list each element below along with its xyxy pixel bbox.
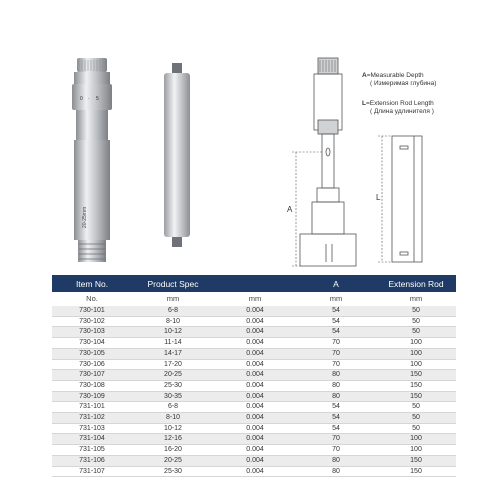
table-cell: 50 [376,423,456,434]
unit-cell: mm [166,294,180,304]
table-row [52,338,456,349]
unit-cell: No. [86,294,98,304]
svg-text:·: · [88,96,90,102]
table-cell: 0.004 [214,380,296,391]
table-cell: 150 [376,466,456,477]
header-product-spec: Product Spec [132,275,214,292]
micrometer-image [72,58,112,262]
table-row [52,466,456,477]
table-cell: 730-102 [52,316,132,327]
table-cell: 731-101 [52,402,132,413]
annotation-a-ru: ( Измеримая глубина) [370,80,437,87]
dim-a-label: A [287,205,293,214]
table-cell: 10-12 [132,423,214,434]
table-cell: 11-14 [132,338,214,349]
table-cell: 100 [376,359,456,370]
table-cell: 20-25 [132,370,214,381]
table-row [52,402,456,413]
table-cell: 731-103 [52,423,132,434]
table-row [52,306,456,316]
table-cell: 0.004 [214,338,296,349]
table-header-row [52,275,456,292]
table-cell: 0.004 [214,306,296,316]
table-cell: 54 [296,306,376,316]
dimension-drawing [300,58,422,266]
table-cell: 10-12 [132,327,214,338]
annotation-a-title: =Measurable Depth [366,72,424,79]
table-cell: 730-105 [52,348,132,359]
table-cell: 0.004 [214,327,296,338]
table-cell: 54 [296,402,376,413]
table-cell: 730-107 [52,370,132,381]
table-cell: 70 [296,359,376,370]
table-cell: 730-104 [52,338,132,349]
header-item-no: Item No. [52,275,132,292]
annotation-a-key: A [362,72,367,79]
table-cell: 0.004 [214,402,296,413]
unit-cell: mm [409,294,423,304]
table-cell: 0.004 [214,316,296,327]
extension-rod-image [164,63,190,247]
table-cell: 70 [296,348,376,359]
table-cell: 0.004 [214,370,296,381]
table-cell: 8-10 [132,316,214,327]
table-cell: 731-102 [52,413,132,424]
table-row [52,391,456,402]
table-row [52,423,456,434]
table-cell: 20-25 [132,455,214,466]
table-cell: 100 [376,348,456,359]
svg-text:20-25mm: 20-25mm [82,206,88,228]
table-row [52,434,456,445]
table-cell: 0.004 [214,359,296,370]
dim-l-label: L [376,193,381,202]
table-cell: 54 [296,316,376,327]
table-cell: 25-30 [132,380,214,391]
table-cell: 8-10 [132,413,214,424]
table-cell: 100 [376,338,456,349]
table-cell: 70 [296,338,376,349]
table-cell: 6-8 [132,402,214,413]
table-cell: 12-16 [132,434,214,445]
table-cell: 731-104 [52,434,132,445]
table-cell: 70 [296,434,376,445]
table-cell: 150 [376,455,456,466]
table-cell: 50 [376,306,456,316]
table-cell: 0.004 [214,445,296,456]
header-extension-rod: Extension Rod [376,275,456,292]
table-cell: 0.004 [214,434,296,445]
table-row [52,316,456,327]
table-cell: 25-30 [132,466,214,477]
table-row [52,445,456,456]
table-cell: 100 [376,434,456,445]
table-cell: 731-106 [52,455,132,466]
table-cell: 50 [376,316,456,327]
annotation-l-key: L [362,100,366,107]
table-cell: 80 [296,466,376,477]
table-cell: 6-8 [132,306,214,316]
annotation-l-title: =Extension Rod Length [365,100,434,107]
table-cell: 150 [376,380,456,391]
table-cell: 54 [296,413,376,424]
table-cell: 17-20 [132,359,214,370]
table-cell: 30-35 [132,391,214,402]
table-cell: 0.004 [214,466,296,477]
table-cell: 80 [296,391,376,402]
table-cell: 0.004 [214,455,296,466]
table-cell: 54 [296,327,376,338]
table-cell: 150 [376,370,456,381]
svg-text:5: 5 [96,96,99,102]
table-cell: 50 [376,327,456,338]
table-cell: 0.004 [214,348,296,359]
unit-cell: mm [329,294,343,304]
table-row [52,413,456,424]
units-row [52,292,456,306]
unit-cell: mm [248,294,262,304]
table-cell: 730-106 [52,359,132,370]
table-cell: 70 [296,445,376,456]
table-cell: 14-17 [132,348,214,359]
table-row [52,359,456,370]
table-cell: 730-101 [52,306,132,316]
annotation-l-ru: ( Длина удлинителя ) [370,108,434,115]
header-accuracy [214,275,296,292]
table-cell: 50 [376,402,456,413]
header-a: A [296,275,376,292]
table-cell: 731-107 [52,466,132,477]
table-cell: 730-109 [52,391,132,402]
svg-text:0: 0 [80,96,83,102]
table-cell: 54 [296,423,376,434]
table-row [52,455,456,466]
table-cell: 80 [296,380,376,391]
table-cell: 50 [376,413,456,424]
table-cell: 0.004 [214,423,296,434]
table-row [52,370,456,381]
table-row [52,348,456,359]
table-row [52,327,456,338]
table-cell: 730-108 [52,380,132,391]
table-cell: 150 [376,391,456,402]
table-row [52,380,456,391]
annotation-a [362,72,436,88]
table-cell: 100 [376,445,456,456]
table-cell: 0.004 [214,391,296,402]
table-cell: 16-20 [132,445,214,456]
spec-table [52,275,456,477]
table-cell: 80 [296,455,376,466]
table-cell: 731-105 [52,445,132,456]
table-cell: 80 [296,370,376,381]
table-cell: 0.004 [214,413,296,424]
annotation-l [362,100,434,116]
table-cell: 730-103 [52,327,132,338]
